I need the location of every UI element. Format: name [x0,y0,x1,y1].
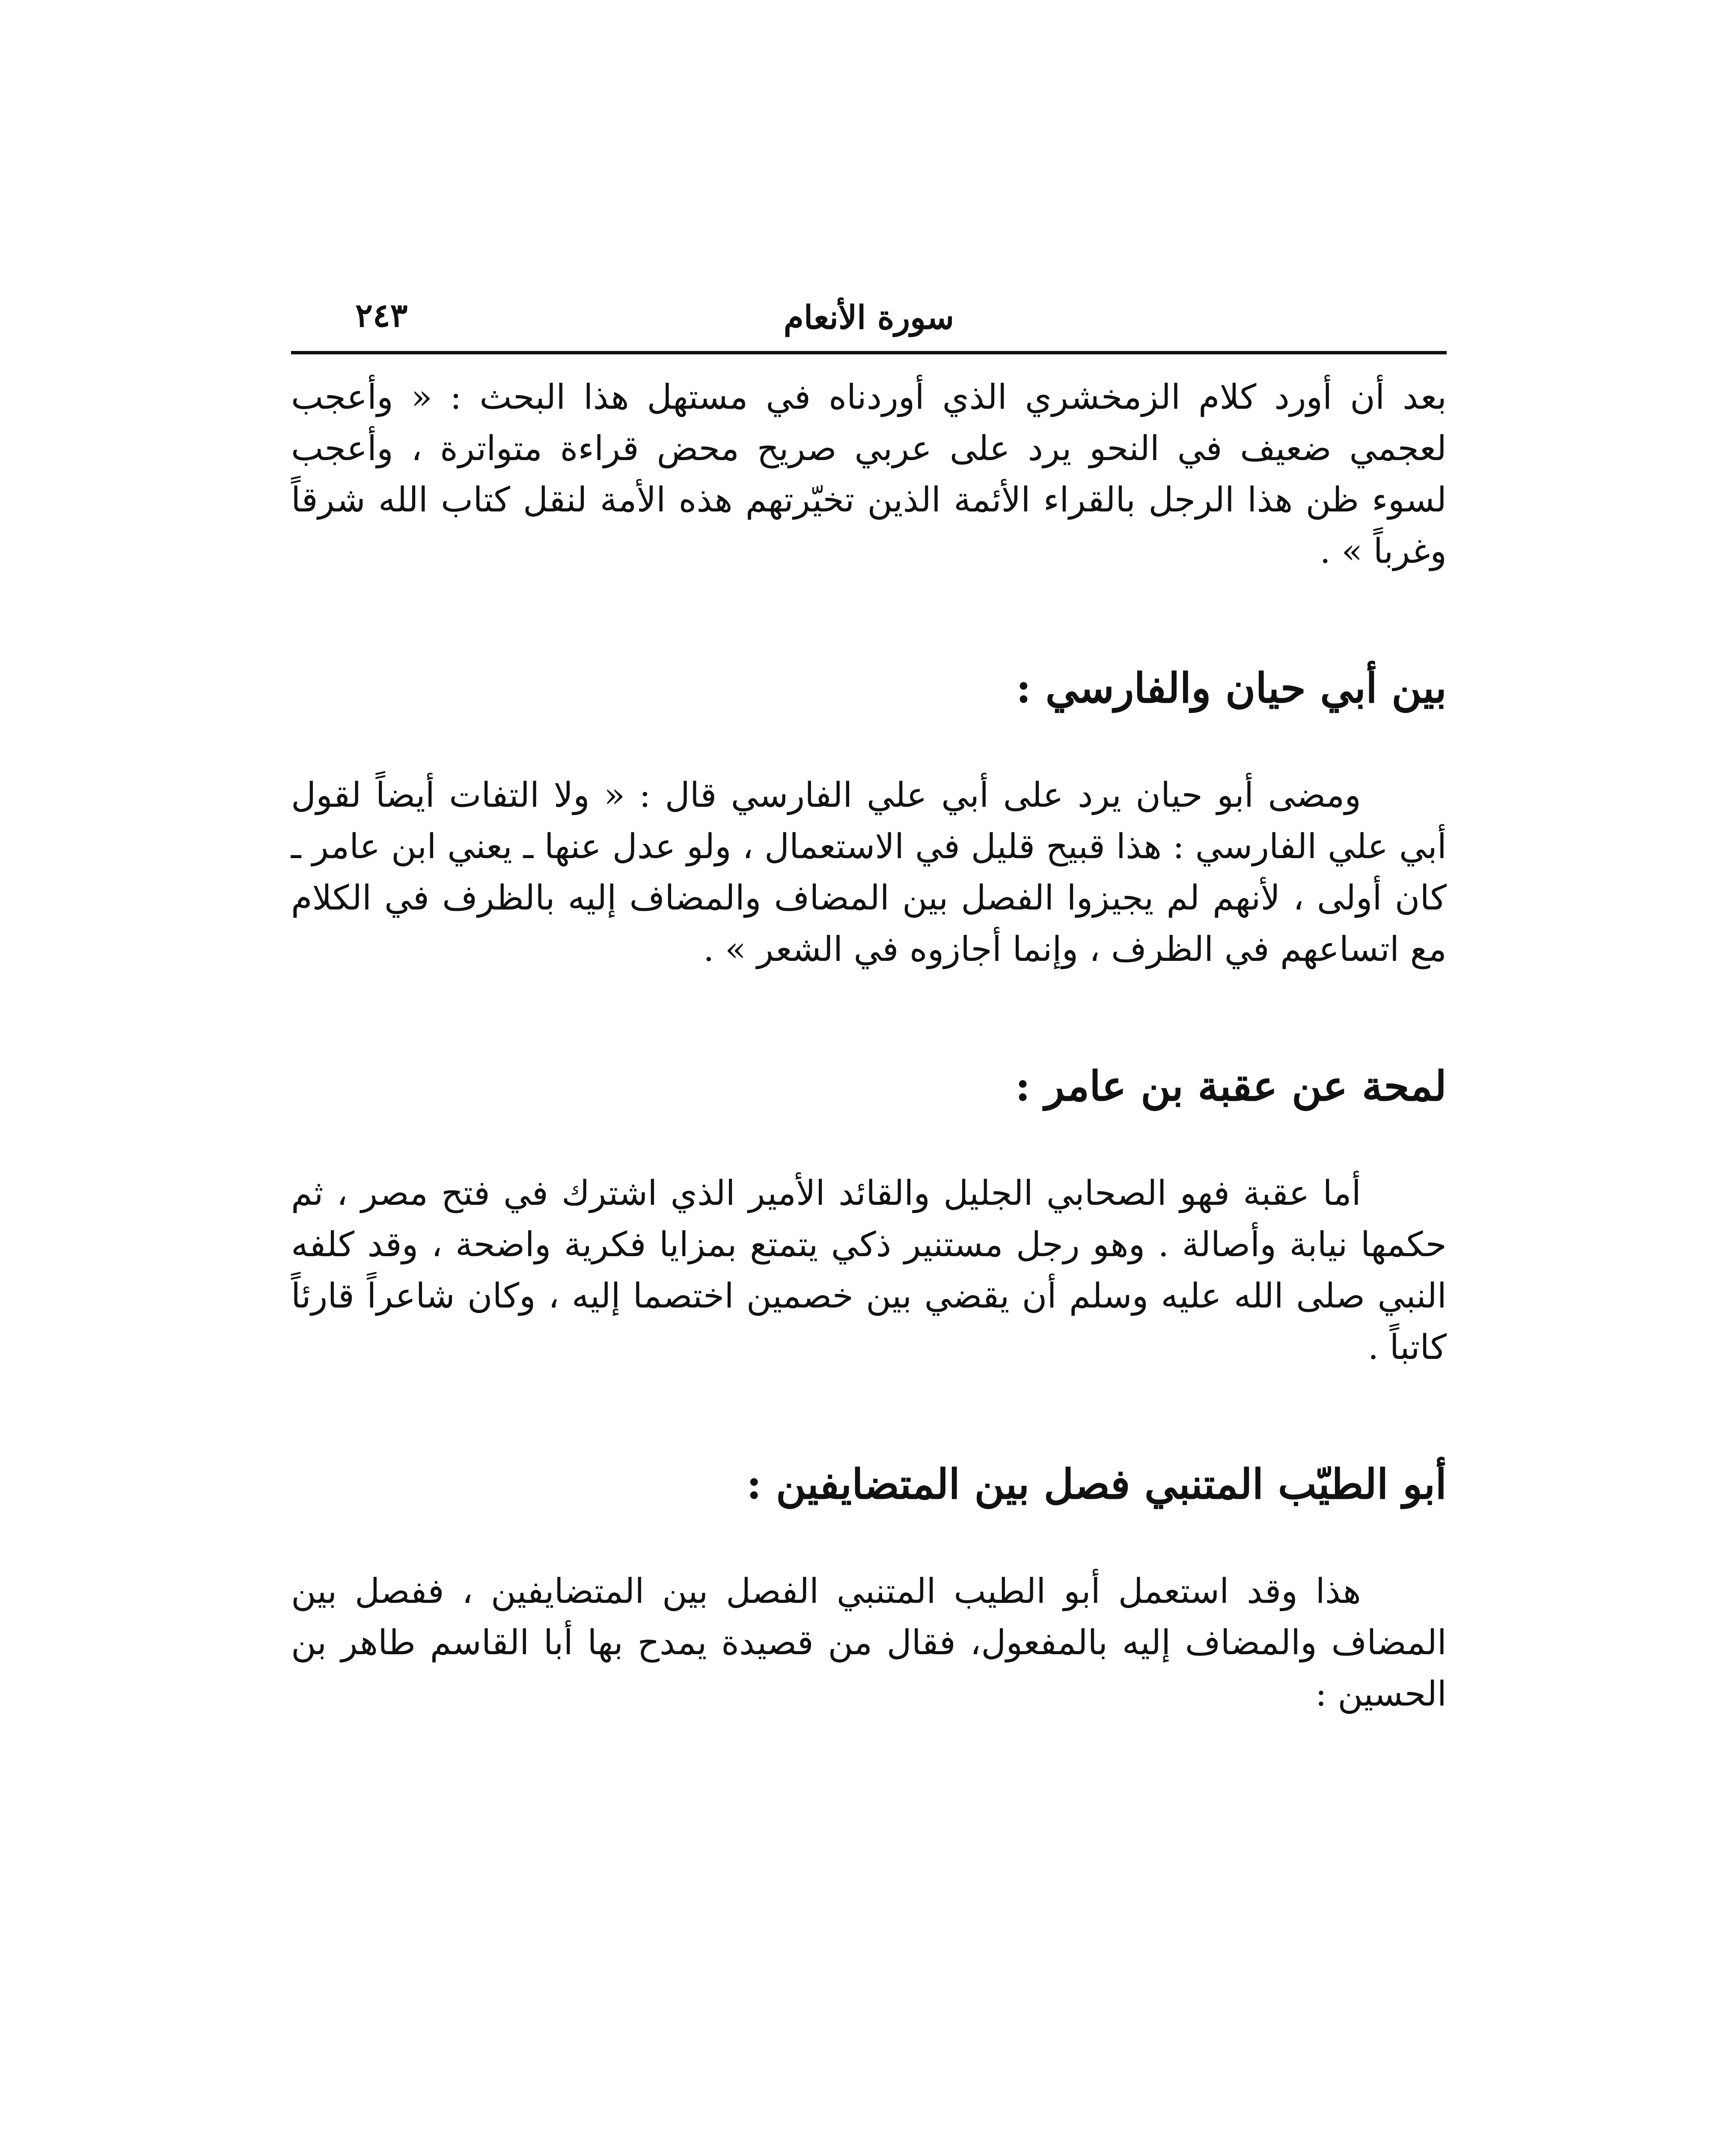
section-heading-abu-hayyan-farisi: بين أبي حيان والفارسي : [1016,664,1447,712]
page-header [291,278,1447,351]
section-heading-mutanabbi: أبو الطيّب المتنبي فصل بين المتضايفين : [746,1460,1447,1508]
page-body [291,372,1447,1720]
header-rule [291,351,1447,354]
page-number: ٢٤٣ [355,296,408,334]
section-heading-uqba-bin-amir: لمحة عن عقبة بن عامر : [1015,1062,1447,1110]
running-title: سورة الأنعام [783,298,954,336]
section-paragraph-abu-hayyan-farisi: ومضى أبو حيان يرد على أبي علي الفارسي قال : « ولا التفات أيضاً لقول أبي علي الفارسي : هذا قبيح قليل في الاستعمال ، ولو عدل عنها ـ يعني ابن عامر ـ كان أولى ، لأنهم لم يجيزوا الفصل بين المضاف والمضاف إليه بالظرف في الكلام مع اتساعهم في الظرف ، وإنما أجازوه في الشعر » . [291,775,1447,969]
book-page [291,278,1447,2140]
section-paragraph-mutanabbi: هذا وقد استعمل أبو الطيب المتنبي الفصل بين المتضايفين ، ففصل بين المضاف والمضاف إليه بالمفعول، فقال من قصيدة يمدح بها أبا القاسم طاهر بن الحسين : [291,1571,1447,1714]
section-paragraph-uqba-bin-amir: أما عقبة فهو الصحابي الجليل والقائد الأمير الذي اشترك في فتح مصر ، ثم حكمها نيابة وأصالة . وهو رجل مستنير ذكي يتمتع بمزايا فكرية واضحة ، وقد كلفه النبي صلى الله عليه وسلم أن يقضي بين خصمين اختصما إليه ، وكان شاعراً قارئاً كاتباً . [291,1173,1447,1367]
intro-paragraph: بعد أن أورد كلام الزمخشري الذي أوردناه في مستهل هذا البحث : « وأعجب لعجمي ضعيف في النحو يرد على عربي صريح محض قراءة متواترة ، وأعجب لسوء ظن هذا الرجل بالقراء الأئمة الذين تخيّرتهم هذه الأمة لنقل كتاب الله شرقاً وغرباً » . [291,377,1447,571]
